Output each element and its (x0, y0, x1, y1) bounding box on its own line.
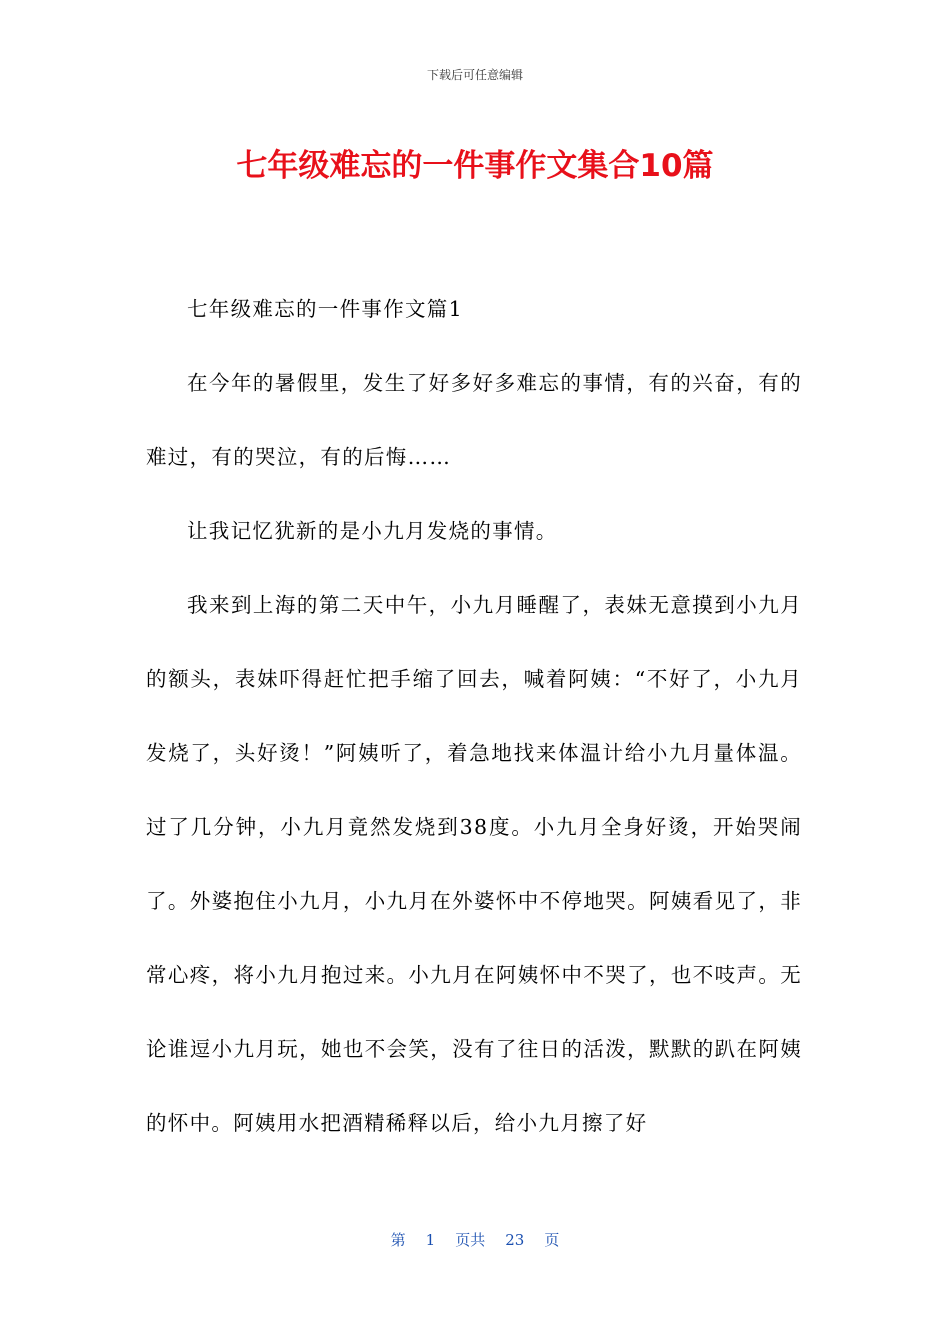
page-mid: 页共 (455, 1231, 486, 1249)
header-note: 下载后可任意编辑 (426, 68, 523, 82)
page-footer (0, 1229, 950, 1250)
page-suffix: 页 (544, 1231, 560, 1249)
body-paragraph: 让我记忆犹新的是小九月发烧的事情。 (187, 519, 558, 543)
section-heading: 七年级难忘的一件事作文篇1 (187, 297, 463, 321)
body-paragraph: 在今年的暑假里，发生了好多好多难忘的事情，有的兴奋，有的难过，有的哭泣，有的后悔…… (146, 371, 802, 469)
page-total: 23 (505, 1231, 525, 1249)
page-current: 1 (425, 1231, 436, 1249)
document-body (146, 272, 802, 1160)
body-paragraph: 我来到上海的第二天中午，小九月睡醒了，表妹无意摸到小九月的额头，表妹吓得赶忙把手缩了回去，喊着阿姨：“不好了，小九月发烧了，头好烫！”阿姨听了，着急地找来体温计给小九月量体温。过了几分钟，小九月竟然发烧到38度。小九月全身好烫，开始哭闹了。外婆抱住小九月，小九月在外婆怀中不停地哭。阿姨看见了，非常心疼，将小九月抱过来。小九月在阿姨怀中不哭了，也不吱声。无论谁逗小九月玩，她也不会笑，没有了往日的活泼，默默的趴在阿姨的怀中。阿姨用水把酒精稀释以后，给小九月擦了好 (146, 593, 802, 1135)
document-title: 七年级难忘的一件事作文集合10篇 (236, 148, 714, 184)
page-prefix: 第 (390, 1231, 406, 1249)
